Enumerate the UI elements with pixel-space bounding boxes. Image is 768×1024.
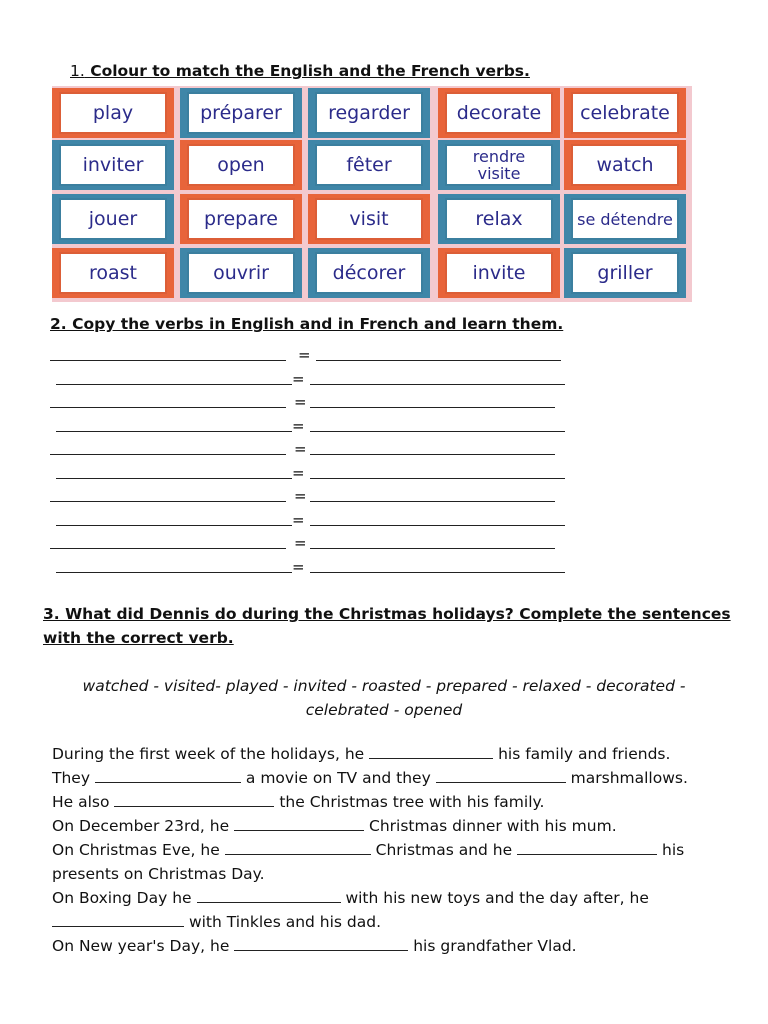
verb-card[interactable]: [308, 194, 430, 244]
verb-card-label: relax: [447, 200, 551, 238]
story-text-segment: a movie on TV and they: [245, 769, 431, 787]
story-text-segment: the Christmas tree with his family.: [279, 793, 545, 811]
verb-card-label: regarder: [317, 94, 421, 132]
verb-card-label: jouer: [61, 200, 165, 238]
english-verb-blank[interactable]: [50, 346, 286, 361]
verb-card[interactable]: [52, 88, 174, 138]
verb-card[interactable]: [308, 248, 430, 298]
french-verb-blank[interactable]: [310, 534, 555, 549]
verb-card[interactable]: [438, 140, 560, 190]
copy-pair-row: [0, 558, 768, 578]
story-text-segment: Christmas and he: [375, 841, 513, 859]
verb-card-label: préparer: [189, 94, 293, 132]
question-1-text: Colour to match the English and the French verbs.: [84, 62, 530, 80]
story-text-segment: On Christmas Eve, he: [52, 841, 220, 859]
verb-card-label: inviter: [61, 146, 165, 184]
story-text-segment: They: [52, 769, 91, 787]
copy-pair-row: [0, 464, 768, 484]
verb-card-label: rendre visite: [447, 146, 551, 184]
story-text-segment: On New year's Day, he: [52, 937, 230, 955]
story-text-segment: his grandfather Vlad.: [413, 937, 577, 955]
question-3-heading: 3. What did Dennis do during the Christmas holidays? Complete the sentences with the correct verb.: [43, 605, 731, 647]
copy-pair-row: [0, 346, 768, 366]
english-verb-blank[interactable]: [56, 511, 292, 526]
verb-card[interactable]: [308, 88, 430, 138]
verb-card[interactable]: [564, 194, 686, 244]
verb-card[interactable]: [180, 88, 302, 138]
verb-card-label: invite: [447, 254, 551, 292]
equals-sign: =: [294, 487, 307, 505]
english-verb-blank[interactable]: [56, 417, 292, 432]
answer-blank[interactable]: [369, 744, 493, 759]
verb-cards-grid: [52, 86, 692, 302]
verb-card-label: watch: [573, 146, 677, 184]
verb-card[interactable]: [564, 248, 686, 298]
answer-blank[interactable]: [114, 792, 274, 807]
french-verb-blank[interactable]: [310, 417, 565, 432]
copy-pair-row: [0, 370, 768, 390]
verb-card-label: se détendre: [573, 200, 677, 238]
french-verb-blank[interactable]: [310, 464, 565, 479]
verb-card[interactable]: [52, 140, 174, 190]
verb-card[interactable]: [308, 140, 430, 190]
verb-card-label: decorate: [447, 94, 551, 132]
verb-card-label: visit: [317, 200, 421, 238]
french-verb-blank[interactable]: [310, 511, 565, 526]
verb-card[interactable]: [52, 248, 174, 298]
answer-blank[interactable]: [234, 936, 408, 951]
french-verb-blank[interactable]: [310, 370, 565, 385]
answer-blank[interactable]: [197, 888, 341, 903]
english-verb-blank[interactable]: [50, 534, 286, 549]
equals-sign: =: [292, 416, 305, 435]
equals-sign: =: [294, 393, 307, 411]
french-verb-blank[interactable]: [316, 346, 561, 361]
equals-sign: =: [294, 440, 307, 458]
verb-card[interactable]: [564, 88, 686, 138]
copy-pair-row: [0, 511, 768, 531]
french-verb-blank[interactable]: [310, 558, 565, 573]
copy-pair-row: [0, 417, 768, 437]
verb-card-label: ouvrir: [189, 254, 293, 292]
verb-card[interactable]: [438, 248, 560, 298]
verb-card[interactable]: [438, 194, 560, 244]
verb-card-label: celebrate: [573, 94, 677, 132]
equals-sign: =: [292, 510, 305, 529]
question-2-heading: 2. Copy the verbs in English and in French and learn them.: [50, 315, 564, 333]
verb-card-label: play: [61, 94, 165, 132]
equals-sign: =: [292, 369, 305, 388]
verb-card[interactable]: [52, 194, 174, 244]
verb-card-label: fêter: [317, 146, 421, 184]
answer-blank[interactable]: [95, 768, 241, 783]
french-verb-blank[interactable]: [310, 393, 555, 408]
story-text-segment: He also: [52, 793, 110, 811]
answer-blank[interactable]: [436, 768, 566, 783]
english-verb-blank[interactable]: [50, 393, 286, 408]
copy-pair-row: [0, 440, 768, 460]
verb-card-label: prepare: [189, 200, 293, 238]
story-text: [52, 742, 712, 958]
word-bank: watched - visited- played - invited - roasted - prepared - relaxed - decorated - celebrated - opened: [82, 677, 686, 719]
answer-blank[interactable]: [234, 816, 364, 831]
verb-card[interactable]: [180, 248, 302, 298]
equals-sign: =: [292, 557, 305, 576]
english-verb-blank[interactable]: [56, 464, 292, 479]
copy-pair-row: [0, 393, 768, 413]
story-text-segment: with his new toys and the day after, he: [345, 889, 649, 907]
equals-sign: =: [298, 346, 311, 364]
story-text-segment: his: [662, 841, 685, 859]
english-verb-blank[interactable]: [50, 487, 286, 502]
verb-card-label: open: [189, 146, 293, 184]
english-verb-blank[interactable]: [50, 440, 286, 455]
question-1-heading: [70, 62, 530, 80]
verb-card[interactable]: [564, 140, 686, 190]
copy-pair-row: [0, 487, 768, 507]
answer-blank[interactable]: [52, 912, 184, 927]
story-text-segment: with Tinkles and his dad.: [188, 913, 382, 931]
copy-pair-row: [0, 534, 768, 554]
verb-card[interactable]: [180, 140, 302, 190]
verb-card[interactable]: [438, 88, 560, 138]
story-text-segment: On Boxing Day he: [52, 889, 192, 907]
equals-sign: =: [292, 463, 305, 482]
equals-sign: =: [294, 534, 307, 552]
verb-card-label: roast: [61, 254, 165, 292]
question-1-number: 1.: [70, 62, 85, 80]
answer-blank[interactable]: [225, 840, 371, 855]
answer-blank[interactable]: [517, 840, 657, 855]
story-text-segment: presents on Christmas Day.: [52, 865, 265, 883]
french-verb-blank[interactable]: [310, 440, 555, 455]
story-text-segment: his family and friends.: [498, 745, 671, 763]
english-verb-blank[interactable]: [56, 558, 292, 573]
french-verb-blank[interactable]: [310, 487, 555, 502]
story-text-segment: Christmas dinner with his mum.: [369, 817, 617, 835]
verb-card[interactable]: [180, 194, 302, 244]
english-verb-blank[interactable]: [56, 370, 292, 385]
story-text-segment: On December 23rd, he: [52, 817, 230, 835]
verb-card-label: griller: [573, 254, 677, 292]
story-text-segment: marshmallows.: [570, 769, 688, 787]
verb-card-label: décorer: [317, 254, 421, 292]
story-text-segment: During the first week of the holidays, he: [52, 745, 365, 763]
